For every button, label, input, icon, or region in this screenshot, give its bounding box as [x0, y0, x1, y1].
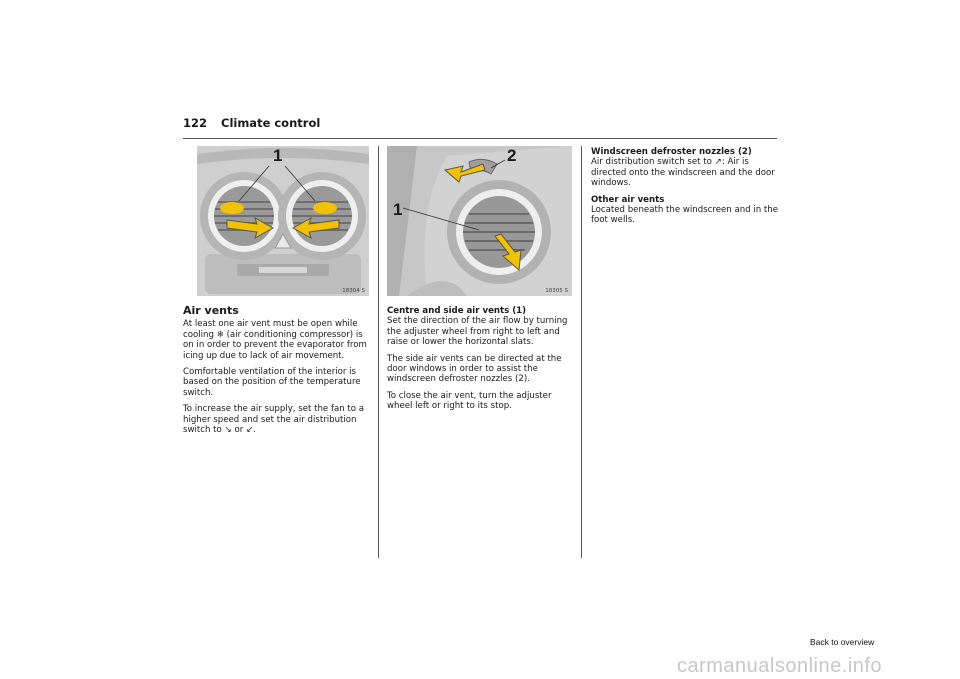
- page-header: [183, 116, 777, 138]
- paragraph: Set the direction of the air flow by turning the adjuster wheel from right to left and raise or lower the horizontal slats.: [387, 316, 568, 348]
- paragraph: The side air vents can be directed at the door windows in order to assist the windscreen defroster nozzles (2).: [387, 353, 562, 385]
- watermark-banner: [0, 655, 960, 679]
- column-centre-side-vents: [387, 306, 573, 418]
- paragraph: At least one air vent must be open while cooling ❄ (air conditioning compressor) is on in order to prevent the evaporator from icing up due to lack of air movement.: [183, 319, 367, 361]
- callout-1-side: 1: [393, 200, 403, 219]
- figure-side-vent: [387, 146, 572, 296]
- paragraph: Located beneath the windscreen and in the foot wells.: [591, 205, 779, 226]
- column-divider-1: [378, 146, 379, 558]
- page-title: Climate control: [221, 116, 321, 130]
- paragraph: Air distribution switch set to ↗: Air is directed onto the windscreen and the door windows.: [591, 157, 775, 189]
- callout-1: 1: [273, 146, 283, 165]
- callout-2: 2: [507, 146, 517, 165]
- back-to-overview-link[interactable]: Back to overview: [810, 637, 875, 647]
- watermark-text: carmanualsonline.info: [676, 655, 882, 677]
- centre-vents-illustration: [197, 146, 369, 296]
- header-rule: [183, 138, 777, 139]
- figure-code: 18304 S: [342, 288, 365, 294]
- paragraph: To close the air vent, turn the adjuster wheel left or right to its stop.: [387, 390, 552, 412]
- column-defroster: [591, 147, 779, 232]
- subheading-defroster-nozzles: Windscreen defroster nozzles (2): [591, 147, 752, 157]
- paragraph: To increase the air supply, set the fan to a higher speed and set the air distribution switch to ↘ or ↙.: [183, 404, 365, 436]
- subheading-centre-side-vents: Centre and side air vents (1): [387, 306, 527, 316]
- figure-code: 18305 S: [545, 288, 568, 294]
- page-number: 122: [183, 116, 208, 130]
- section-heading-air-vents: Air vents: [183, 304, 239, 317]
- subheading-other-vents: Other air vents: [591, 194, 665, 205]
- column-air-vents: [183, 306, 371, 441]
- column-divider-2: [581, 146, 582, 558]
- paragraph: Comfortable ventilation of the interior is based on the position of the temperature switch.: [183, 367, 361, 398]
- side-vent-illustration: [387, 146, 572, 296]
- figure-centre-vents: [197, 146, 369, 296]
